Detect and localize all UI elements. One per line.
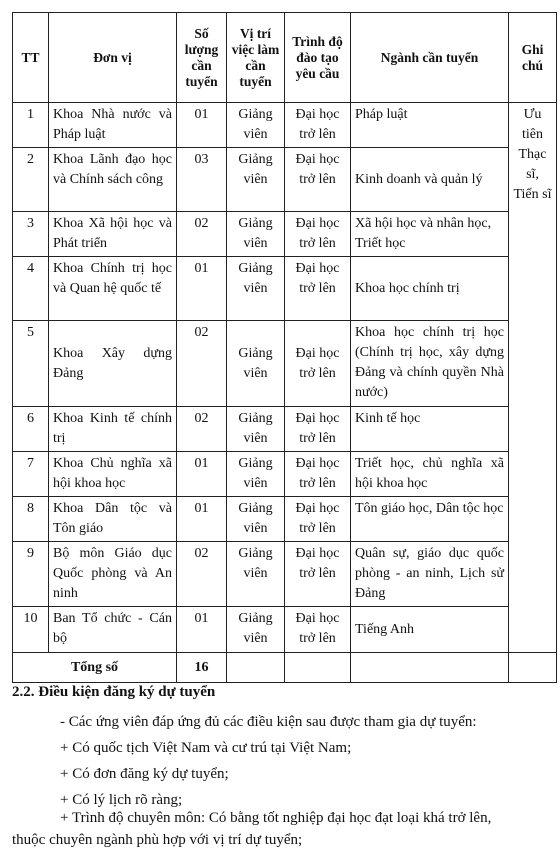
- total-label: Tổng số: [13, 653, 177, 683]
- row-tt: 5: [13, 321, 49, 407]
- condition-line: + Có lý lịch rõ ràng;: [60, 792, 183, 808]
- table-row: [13, 257, 557, 321]
- row-unit: Khoa Lãnh đạo học và Chính sách công: [49, 148, 177, 212]
- row-unit: Khoa Xây dựng Đảng: [49, 321, 177, 407]
- recruitment-table: [12, 12, 557, 683]
- row-tt: 3: [13, 212, 49, 257]
- row-major: Pháp luật: [351, 103, 509, 148]
- row-major: Quân sự, giáo dục quốc phòng - an ninh, Lịch sử Đảng: [351, 542, 509, 607]
- row-major: Khoa học chính trị: [351, 257, 509, 321]
- row-major: Khoa học chính trị học (Chính trị học, xây dựng Đảng và chính quyền Nhà nước): [351, 321, 509, 407]
- row-position: Giảng viên: [227, 452, 285, 497]
- row-qty: 01: [177, 497, 227, 542]
- table-row: [13, 607, 557, 653]
- total-value: 16: [177, 653, 227, 683]
- table-row: [13, 103, 557, 148]
- header-major: Ngành cần tuyển: [351, 13, 509, 103]
- row-unit: Khoa Chính trị học và Quan hệ quốc tế: [49, 257, 177, 321]
- condition-line: thuộc chuyên ngành phù hợp với vị trí dự tuyển;: [12, 832, 303, 848]
- row-unit: Ban Tổ chức - Cán bộ: [49, 607, 177, 653]
- row-unit: Khoa Kinh tế chính trị: [49, 407, 177, 452]
- row-major: Kinh tế học: [351, 407, 509, 452]
- row-level: Đại học trở lên: [285, 542, 351, 607]
- row-qty: 02: [177, 212, 227, 257]
- row-tt: 6: [13, 407, 49, 452]
- row-major: Triết học, chủ nghĩa xã hội khoa học: [351, 452, 509, 497]
- row-position: Giảng viên: [227, 212, 285, 257]
- condition-line: - Các ứng viên đáp ứng đủ các điều kiện sau được tham gia dự tuyển:: [60, 714, 477, 730]
- row-position: Giảng viên: [227, 257, 285, 321]
- condition-line: + Có đơn đăng ký dự tuyển;: [60, 766, 229, 782]
- row-position: Giảng viên: [227, 148, 285, 212]
- row-level: Đại học trở lên: [285, 148, 351, 212]
- row-qty: 02: [177, 321, 227, 407]
- row-major: Tiếng Anh: [351, 607, 509, 653]
- table-row: [13, 542, 557, 607]
- header-tt: TT: [13, 13, 49, 103]
- table-row: [13, 148, 557, 212]
- row-position: Giảng viên: [227, 407, 285, 452]
- row-tt: 2: [13, 148, 49, 212]
- row-unit: Khoa Chủ nghĩa xã hội khoa học: [49, 452, 177, 497]
- row-qty: 02: [177, 542, 227, 607]
- row-position: Giảng viên: [227, 103, 285, 148]
- condition-line: + Trình độ chuyên môn: Có bằng tốt nghiệp đại học đạt loại khá trở lên,: [60, 810, 492, 826]
- row-tt: 10: [13, 607, 49, 653]
- row-unit: Khoa Nhà nước và Pháp luật: [49, 103, 177, 148]
- condition-line: + Có quốc tịch Việt Nam và cư trú tại Việt Nam;: [60, 740, 352, 756]
- table-row: [13, 452, 557, 497]
- row-level: Đại học trở lên: [285, 321, 351, 407]
- row-tt: 7: [13, 452, 49, 497]
- row-qty: 01: [177, 257, 227, 321]
- row-major: Kinh doanh và quản lý: [351, 148, 509, 212]
- row-qty: 01: [177, 452, 227, 497]
- row-qty: 03: [177, 148, 227, 212]
- section-heading: 2.2. Điều kiện đăng ký dự tuyển: [12, 684, 216, 700]
- table-row: [13, 212, 557, 257]
- row-qty: 01: [177, 607, 227, 653]
- table-row: [13, 497, 557, 542]
- row-position: Giảng viên: [227, 607, 285, 653]
- row-level: Đại học trở lên: [285, 407, 351, 452]
- header-qty: Số lượng cần tuyển: [177, 13, 227, 103]
- row-level: Đại học trở lên: [285, 103, 351, 148]
- row-tt: 1: [13, 103, 49, 148]
- row-qty: 01: [177, 103, 227, 148]
- row-qty: 02: [177, 407, 227, 452]
- row-level: Đại học trở lên: [285, 212, 351, 257]
- row-position: Giảng viên: [227, 497, 285, 542]
- table-header-row: [13, 13, 557, 103]
- row-tt: 8: [13, 497, 49, 542]
- row-position: Giảng viên: [227, 321, 285, 407]
- header-level: Trình độ đào tạo yêu cầu: [285, 13, 351, 103]
- row-unit: Bộ môn Giáo dục Quốc phòng và An ninh: [49, 542, 177, 607]
- row-level: Đại học trở lên: [285, 452, 351, 497]
- row-unit: Khoa Dân tộc và Tôn giáo: [49, 497, 177, 542]
- row-level: Đại học trở lên: [285, 607, 351, 653]
- row-level: Đại học trở lên: [285, 497, 351, 542]
- row-tt: 4: [13, 257, 49, 321]
- row-position: Giảng viên: [227, 542, 285, 607]
- priority-note: Ưu tiên Thạc sĩ, Tiến sĩ: [509, 103, 557, 653]
- header-note: Ghi chú: [509, 13, 557, 103]
- row-tt: 9: [13, 542, 49, 607]
- header-unit: Đơn vị: [49, 13, 177, 103]
- header-position: Vị trí việc làm cần tuyển: [227, 13, 285, 103]
- row-level: Đại học trở lên: [285, 257, 351, 321]
- row-major: Tôn giáo học, Dân tộc học: [351, 497, 509, 542]
- total-row: [13, 653, 557, 683]
- row-unit: Khoa Xã hội học và Phát triển: [49, 212, 177, 257]
- row-major: Xã hội học và nhân học, Triết học: [351, 212, 509, 257]
- table-row: [13, 321, 557, 407]
- table-row: [13, 407, 557, 452]
